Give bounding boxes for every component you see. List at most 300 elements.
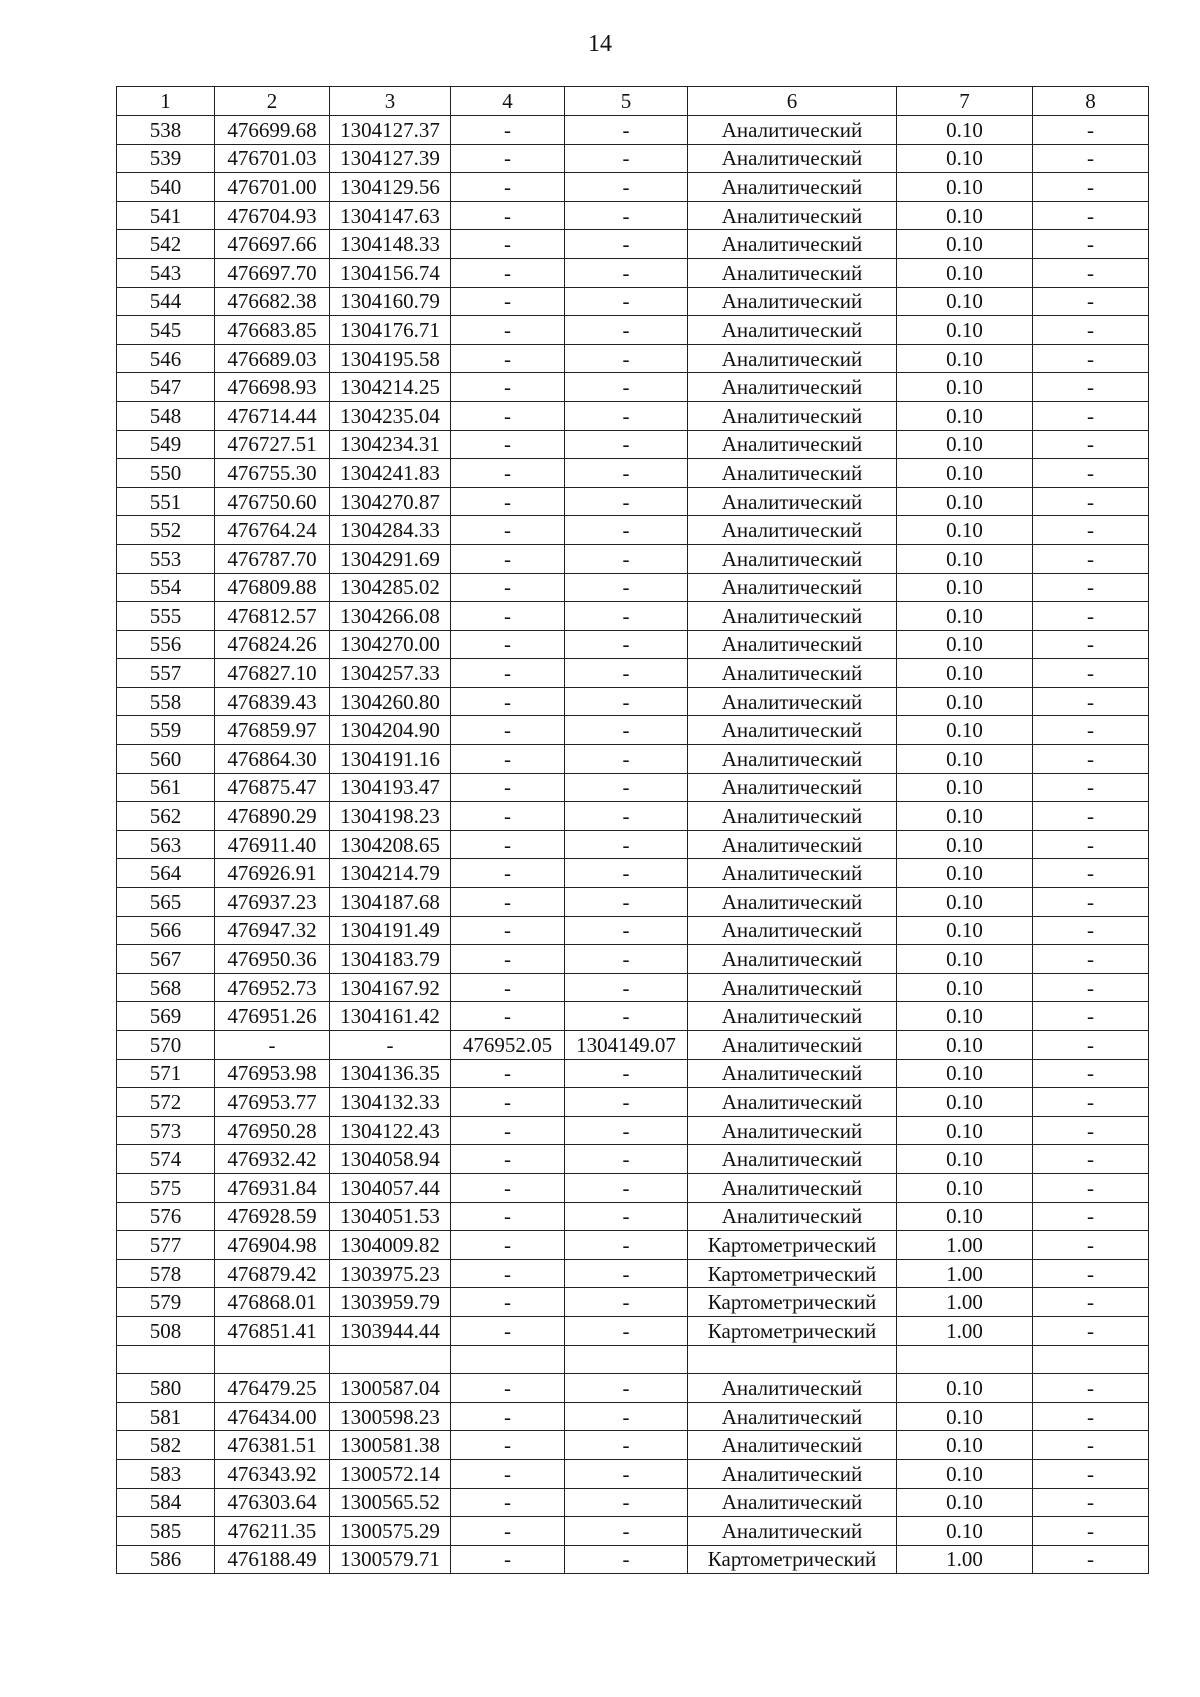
x-coordinate-cell: - <box>215 1031 330 1060</box>
accuracy-cell: 0.10 <box>897 459 1033 488</box>
method-cell: Картометрический <box>688 1288 897 1317</box>
x-new-coordinate-cell: - <box>451 773 565 802</box>
y-coordinate-cell: 1300581.38 <box>330 1431 451 1460</box>
x-coordinate-cell: 476864.30 <box>215 745 330 774</box>
y-new-coordinate-cell <box>565 1345 688 1374</box>
table-row <box>117 1459 1149 1488</box>
x-coordinate-cell: 476704.93 <box>215 201 330 230</box>
point-number-cell: 547 <box>117 373 215 402</box>
method-cell: Аналитический <box>688 1145 897 1174</box>
x-coordinate-cell: 476701.03 <box>215 144 330 173</box>
x-new-coordinate-cell: - <box>451 144 565 173</box>
y-new-coordinate-cell: - <box>565 945 688 974</box>
table-row <box>117 1145 1149 1174</box>
y-coordinate-cell: 1304214.79 <box>330 859 451 888</box>
y-coordinate-cell: 1304160.79 <box>330 287 451 316</box>
note-cell: - <box>1033 1259 1149 1288</box>
y-new-coordinate-cell: - <box>565 916 688 945</box>
x-new-coordinate-cell: - <box>451 1431 565 1460</box>
point-number-cell: 542 <box>117 230 215 259</box>
x-coordinate-cell: 476953.77 <box>215 1088 330 1117</box>
method-cell: Аналитический <box>688 1031 897 1060</box>
table-row <box>117 1345 1149 1374</box>
x-new-coordinate-cell: - <box>451 687 565 716</box>
note-cell: - <box>1033 802 1149 831</box>
point-number-cell: 568 <box>117 973 215 1002</box>
table-row <box>117 659 1149 688</box>
x-coordinate-cell: 476303.64 <box>215 1488 330 1517</box>
table-row <box>117 773 1149 802</box>
table-row <box>117 888 1149 917</box>
x-new-coordinate-cell: - <box>451 116 565 145</box>
y-new-coordinate-cell: - <box>565 1402 688 1431</box>
y-coordinate-cell: 1304183.79 <box>330 945 451 974</box>
x-new-coordinate-cell: - <box>451 1002 565 1031</box>
x-coordinate-cell: 476727.51 <box>215 430 330 459</box>
note-cell: - <box>1033 573 1149 602</box>
x-coordinate-cell: 476951.26 <box>215 1002 330 1031</box>
x-coordinate-cell: 476859.97 <box>215 716 330 745</box>
y-coordinate-cell: 1304260.80 <box>330 687 451 716</box>
table-row <box>117 544 1149 573</box>
note-cell: - <box>1033 116 1149 145</box>
y-coordinate-cell: 1303975.23 <box>330 1259 451 1288</box>
point-number-cell: 583 <box>117 1459 215 1488</box>
y-new-coordinate-cell: - <box>565 745 688 774</box>
x-new-coordinate-cell: - <box>451 201 565 230</box>
x-coordinate-cell: 476211.35 <box>215 1517 330 1546</box>
column-header: 8 <box>1033 87 1149 116</box>
x-new-coordinate-cell: - <box>451 1402 565 1431</box>
note-cell: - <box>1033 973 1149 1002</box>
table-row <box>117 173 1149 202</box>
note-cell: - <box>1033 716 1149 745</box>
accuracy-cell: 0.10 <box>897 116 1033 145</box>
point-number-cell: 551 <box>117 487 215 516</box>
y-new-coordinate-cell: - <box>565 401 688 430</box>
y-coordinate-cell: 1304161.42 <box>330 1002 451 1031</box>
table-row <box>117 1088 1149 1117</box>
y-new-coordinate-cell: - <box>565 973 688 1002</box>
note-cell: - <box>1033 1145 1149 1174</box>
point-number-cell: 540 <box>117 173 215 202</box>
x-coordinate-cell: 476932.42 <box>215 1145 330 1174</box>
accuracy-cell: 0.10 <box>897 659 1033 688</box>
note-cell: - <box>1033 316 1149 345</box>
note-cell: - <box>1033 1374 1149 1403</box>
x-new-coordinate-cell: - <box>451 544 565 573</box>
x-new-coordinate-cell: - <box>451 516 565 545</box>
x-new-coordinate-cell: - <box>451 802 565 831</box>
note-cell: - <box>1033 373 1149 402</box>
point-number-cell: 545 <box>117 316 215 345</box>
y-coordinate-cell <box>330 1345 451 1374</box>
x-coordinate-cell: 476950.36 <box>215 945 330 974</box>
point-number-cell: 564 <box>117 859 215 888</box>
x-new-coordinate-cell: - <box>451 745 565 774</box>
x-coordinate-cell: 476875.47 <box>215 773 330 802</box>
table-row <box>117 1031 1149 1060</box>
x-coordinate-cell: 476689.03 <box>215 344 330 373</box>
table-row <box>117 830 1149 859</box>
method-cell: Картометрический <box>688 1316 897 1345</box>
point-number-cell: 553 <box>117 544 215 573</box>
accuracy-cell: 0.10 <box>897 1431 1033 1460</box>
y-new-coordinate-cell: - <box>565 1116 688 1145</box>
method-cell: Аналитический <box>688 258 897 287</box>
y-new-coordinate-cell: - <box>565 1231 688 1260</box>
y-new-coordinate-cell: - <box>565 1202 688 1231</box>
method-cell: Аналитический <box>688 287 897 316</box>
y-coordinate-cell: 1304156.74 <box>330 258 451 287</box>
point-number-cell: 577 <box>117 1231 215 1260</box>
method-cell: Аналитический <box>688 830 897 859</box>
y-new-coordinate-cell: - <box>565 544 688 573</box>
x-new-coordinate-cell: - <box>451 1545 565 1574</box>
y-coordinate-cell: 1304195.58 <box>330 344 451 373</box>
accuracy-cell: 0.10 <box>897 916 1033 945</box>
y-coordinate-cell: 1304193.47 <box>330 773 451 802</box>
note-cell: - <box>1033 1031 1149 1060</box>
coordinates-table <box>116 86 1149 1574</box>
column-header: 1 <box>117 87 215 116</box>
accuracy-cell: 0.10 <box>897 859 1033 888</box>
x-coordinate-cell: 476343.92 <box>215 1459 330 1488</box>
method-cell: Аналитический <box>688 544 897 573</box>
method-cell: Картометрический <box>688 1259 897 1288</box>
x-coordinate-cell: 476953.98 <box>215 1059 330 1088</box>
accuracy-cell: 0.10 <box>897 888 1033 917</box>
note-cell: - <box>1033 945 1149 974</box>
method-cell: Аналитический <box>688 1431 897 1460</box>
x-coordinate-cell: 476381.51 <box>215 1431 330 1460</box>
x-new-coordinate-cell: - <box>451 573 565 602</box>
point-number-cell: 543 <box>117 258 215 287</box>
x-new-coordinate-cell: - <box>451 1088 565 1117</box>
x-coordinate-cell: 476950.28 <box>215 1116 330 1145</box>
x-new-coordinate-cell: - <box>451 373 565 402</box>
y-coordinate-cell: 1304284.33 <box>330 516 451 545</box>
point-number-cell: 578 <box>117 1259 215 1288</box>
point-number-cell: 579 <box>117 1288 215 1317</box>
point-number-cell: 566 <box>117 916 215 945</box>
point-number-cell: 574 <box>117 1145 215 1174</box>
accuracy-cell: 0.10 <box>897 173 1033 202</box>
column-header: 6 <box>688 87 897 116</box>
y-coordinate-cell: 1304122.43 <box>330 1116 451 1145</box>
note-cell: - <box>1033 173 1149 202</box>
x-coordinate-cell: 476851.41 <box>215 1316 330 1345</box>
table-row <box>117 116 1149 145</box>
method-cell: Аналитический <box>688 659 897 688</box>
y-new-coordinate-cell: - <box>565 344 688 373</box>
method-cell: Аналитический <box>688 716 897 745</box>
note-cell: - <box>1033 1431 1149 1460</box>
y-coordinate-cell: 1304167.92 <box>330 973 451 1002</box>
y-coordinate-cell: 1304129.56 <box>330 173 451 202</box>
x-new-coordinate-cell: - <box>451 1288 565 1317</box>
y-new-coordinate-cell: - <box>565 373 688 402</box>
x-new-coordinate-cell: - <box>451 888 565 917</box>
table-row <box>117 1002 1149 1031</box>
x-new-coordinate-cell: - <box>451 1116 565 1145</box>
x-coordinate-cell: 476926.91 <box>215 859 330 888</box>
x-new-coordinate-cell: - <box>451 230 565 259</box>
x-new-coordinate-cell: - <box>451 1231 565 1260</box>
x-new-coordinate-cell: - <box>451 258 565 287</box>
y-new-coordinate-cell: - <box>565 687 688 716</box>
y-new-coordinate-cell: - <box>565 1059 688 1088</box>
x-coordinate-cell: 476809.88 <box>215 573 330 602</box>
y-coordinate-cell: 1304270.87 <box>330 487 451 516</box>
table-row <box>117 201 1149 230</box>
table-row <box>117 1488 1149 1517</box>
y-coordinate-cell: 1304051.53 <box>330 1202 451 1231</box>
note-cell: - <box>1033 659 1149 688</box>
note-cell: - <box>1033 1088 1149 1117</box>
note-cell <box>1033 1345 1149 1374</box>
y-coordinate-cell: 1304214.25 <box>330 373 451 402</box>
accuracy-cell: 0.10 <box>897 1002 1033 1031</box>
point-number-cell: 569 <box>117 1002 215 1031</box>
y-coordinate-cell: 1304058.94 <box>330 1145 451 1174</box>
point-number-cell: 575 <box>117 1173 215 1202</box>
table-row <box>117 630 1149 659</box>
y-new-coordinate-cell: - <box>565 573 688 602</box>
point-number-cell: 570 <box>117 1031 215 1060</box>
table-row <box>117 344 1149 373</box>
table-row <box>117 973 1149 1002</box>
note-cell: - <box>1033 144 1149 173</box>
note-cell: - <box>1033 1173 1149 1202</box>
note-cell: - <box>1033 687 1149 716</box>
x-new-coordinate-cell: - <box>451 659 565 688</box>
table-body <box>117 87 1149 1574</box>
note-cell: - <box>1033 401 1149 430</box>
method-cell: Аналитический <box>688 144 897 173</box>
y-coordinate-cell: 1304266.08 <box>330 602 451 631</box>
accuracy-cell: 0.10 <box>897 745 1033 774</box>
method-cell: Аналитический <box>688 1374 897 1403</box>
note-cell: - <box>1033 344 1149 373</box>
accuracy-cell: 0.10 <box>897 1374 1033 1403</box>
accuracy-cell: 0.10 <box>897 258 1033 287</box>
x-new-coordinate-cell: - <box>451 316 565 345</box>
table-row <box>117 1173 1149 1202</box>
x-coordinate-cell: 476937.23 <box>215 888 330 917</box>
accuracy-cell: 0.10 <box>897 945 1033 974</box>
point-number-cell: 565 <box>117 888 215 917</box>
y-coordinate-cell: 1304136.35 <box>330 1059 451 1088</box>
y-new-coordinate-cell: - <box>565 430 688 459</box>
table-row <box>117 1288 1149 1317</box>
note-cell: - <box>1033 487 1149 516</box>
header-row <box>117 87 1149 116</box>
x-coordinate-cell: 476683.85 <box>215 316 330 345</box>
y-new-coordinate-cell: - <box>565 316 688 345</box>
point-number-cell: 585 <box>117 1517 215 1546</box>
x-new-coordinate-cell: - <box>451 1259 565 1288</box>
table-row <box>117 1316 1149 1345</box>
y-new-coordinate-cell: - <box>565 1545 688 1574</box>
x-new-coordinate-cell: - <box>451 859 565 888</box>
table-row <box>117 1402 1149 1431</box>
note-cell: - <box>1033 630 1149 659</box>
table-row <box>117 430 1149 459</box>
x-coordinate-cell: 476682.38 <box>215 287 330 316</box>
method-cell: Аналитический <box>688 401 897 430</box>
x-coordinate-cell: 476904.98 <box>215 1231 330 1260</box>
y-new-coordinate-cell: - <box>565 1316 688 1345</box>
method-cell: Аналитический <box>688 1459 897 1488</box>
point-number-cell: 562 <box>117 802 215 831</box>
method-cell: Аналитический <box>688 116 897 145</box>
y-coordinate-cell: 1304191.49 <box>330 916 451 945</box>
method-cell: Аналитический <box>688 1488 897 1517</box>
method-cell: Картометрический <box>688 1545 897 1574</box>
x-coordinate-cell: 476839.43 <box>215 687 330 716</box>
x-coordinate-cell: 476911.40 <box>215 830 330 859</box>
x-new-coordinate-cell: - <box>451 945 565 974</box>
note-cell: - <box>1033 859 1149 888</box>
x-coordinate-cell: 476947.32 <box>215 916 330 945</box>
y-coordinate-cell: 1304132.33 <box>330 1088 451 1117</box>
x-new-coordinate-cell: - <box>451 1488 565 1517</box>
accuracy-cell: 0.10 <box>897 830 1033 859</box>
table-row <box>117 1431 1149 1460</box>
table-row <box>117 1116 1149 1145</box>
x-coordinate-cell: 476434.00 <box>215 1402 330 1431</box>
y-new-coordinate-cell: - <box>565 1173 688 1202</box>
x-new-coordinate-cell: - <box>451 287 565 316</box>
x-coordinate-cell: 476479.25 <box>215 1374 330 1403</box>
y-new-coordinate-cell: - <box>565 802 688 831</box>
note-cell: - <box>1033 602 1149 631</box>
note-cell: - <box>1033 916 1149 945</box>
table-row <box>117 716 1149 745</box>
point-number-cell: 576 <box>117 1202 215 1231</box>
x-new-coordinate-cell <box>451 1345 565 1374</box>
y-coordinate-cell: - <box>330 1031 451 1060</box>
note-cell: - <box>1033 287 1149 316</box>
method-cell: Аналитический <box>688 745 897 774</box>
table-row <box>117 916 1149 945</box>
note-cell: - <box>1033 773 1149 802</box>
point-number-cell: 559 <box>117 716 215 745</box>
y-new-coordinate-cell: - <box>565 1517 688 1546</box>
note-cell: - <box>1033 1459 1149 1488</box>
x-new-coordinate-cell: - <box>451 630 565 659</box>
accuracy-cell: 1.00 <box>897 1288 1033 1317</box>
table-row <box>117 802 1149 831</box>
y-coordinate-cell: 1303959.79 <box>330 1288 451 1317</box>
point-number-cell: 561 <box>117 773 215 802</box>
y-new-coordinate-cell: - <box>565 659 688 688</box>
y-new-coordinate-cell: - <box>565 1002 688 1031</box>
x-coordinate-cell: 476824.26 <box>215 630 330 659</box>
y-coordinate-cell: 1300579.71 <box>330 1545 451 1574</box>
method-cell: Аналитический <box>688 1402 897 1431</box>
x-new-coordinate-cell: - <box>451 430 565 459</box>
accuracy-cell: 0.10 <box>897 544 1033 573</box>
accuracy-cell: 0.10 <box>897 287 1033 316</box>
note-cell: - <box>1033 830 1149 859</box>
x-coordinate-cell: 476868.01 <box>215 1288 330 1317</box>
x-new-coordinate-cell: - <box>451 1316 565 1345</box>
x-coordinate-cell: 476755.30 <box>215 459 330 488</box>
table-row <box>117 1517 1149 1546</box>
note-cell: - <box>1033 230 1149 259</box>
note-cell: - <box>1033 1116 1149 1145</box>
method-cell: Аналитический <box>688 973 897 1002</box>
note-cell: - <box>1033 1316 1149 1345</box>
point-number-cell: 584 <box>117 1488 215 1517</box>
y-coordinate-cell: 1304270.00 <box>330 630 451 659</box>
y-new-coordinate-cell: - <box>565 859 688 888</box>
method-cell: Аналитический <box>688 344 897 373</box>
table-row <box>117 401 1149 430</box>
y-coordinate-cell: 1304257.33 <box>330 659 451 688</box>
x-coordinate-cell: 476952.73 <box>215 973 330 1002</box>
y-new-coordinate-cell: - <box>565 287 688 316</box>
x-coordinate-cell: 476787.70 <box>215 544 330 573</box>
accuracy-cell: 0.10 <box>897 1059 1033 1088</box>
accuracy-cell: 0.10 <box>897 1031 1033 1060</box>
accuracy-cell: 0.10 <box>897 773 1033 802</box>
y-new-coordinate-cell: - <box>565 459 688 488</box>
accuracy-cell: 0.10 <box>897 1116 1033 1145</box>
method-cell: Аналитический <box>688 945 897 974</box>
note-cell: - <box>1033 1517 1149 1546</box>
y-new-coordinate-cell: - <box>565 888 688 917</box>
x-new-coordinate-cell: - <box>451 1202 565 1231</box>
table-row <box>117 1202 1149 1231</box>
page-number: 14 <box>588 31 612 57</box>
accuracy-cell: 0.10 <box>897 1202 1033 1231</box>
method-cell: Аналитический <box>688 1517 897 1546</box>
accuracy-cell: 0.10 <box>897 316 1033 345</box>
point-number-cell: 539 <box>117 144 215 173</box>
point-number-cell: 567 <box>117 945 215 974</box>
y-new-coordinate-cell: - <box>565 116 688 145</box>
x-new-coordinate-cell: - <box>451 173 565 202</box>
accuracy-cell: 0.10 <box>897 1173 1033 1202</box>
point-number-cell: 541 <box>117 201 215 230</box>
x-new-coordinate-cell: - <box>451 459 565 488</box>
accuracy-cell: 0.10 <box>897 373 1033 402</box>
point-number-cell: 556 <box>117 630 215 659</box>
accuracy-cell: 0.10 <box>897 1459 1033 1488</box>
x-coordinate-cell: 476750.60 <box>215 487 330 516</box>
y-coordinate-cell: 1304127.39 <box>330 144 451 173</box>
method-cell: Аналитический <box>688 430 897 459</box>
table-row <box>117 859 1149 888</box>
method-cell: Аналитический <box>688 1116 897 1145</box>
table-row <box>117 487 1149 516</box>
y-new-coordinate-cell: - <box>565 602 688 631</box>
column-header: 7 <box>897 87 1033 116</box>
x-coordinate-cell: 476890.29 <box>215 802 330 831</box>
table-row <box>117 1259 1149 1288</box>
table-row <box>117 602 1149 631</box>
column-header: 2 <box>215 87 330 116</box>
y-new-coordinate-cell: - <box>565 1145 688 1174</box>
accuracy-cell: 0.10 <box>897 144 1033 173</box>
method-cell: Картометрический <box>688 1231 897 1260</box>
x-new-coordinate-cell: - <box>451 1374 565 1403</box>
y-coordinate-cell: 1304148.33 <box>330 230 451 259</box>
x-new-coordinate-cell: - <box>451 1517 565 1546</box>
